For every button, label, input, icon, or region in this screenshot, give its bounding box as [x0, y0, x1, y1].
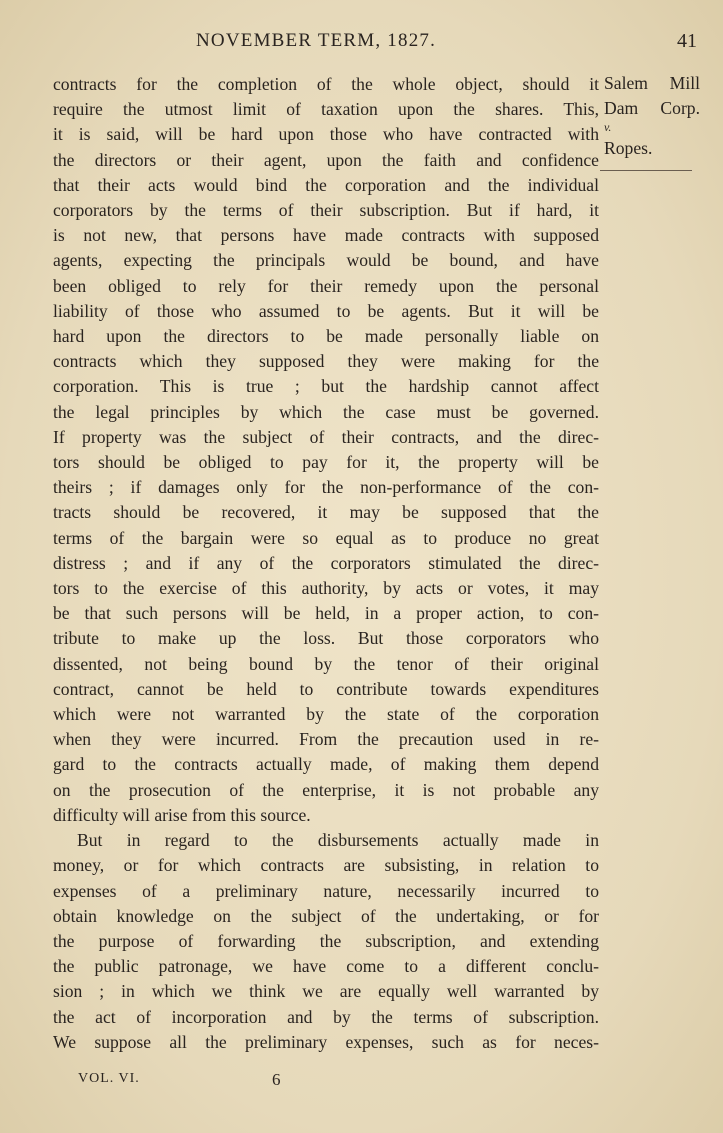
text-line: on the prosecution of the enterprise, it is not probable any: [53, 779, 599, 800]
text-line: tors to the exercise of this authority, by acts or votes, it may: [53, 578, 599, 599]
text-line: contract, cannot be held to contribute towards expenditures: [53, 678, 599, 699]
text-line: which were not warranted by the state of the corporation: [53, 704, 599, 725]
text-line: But in regard to the disbursements actually made in: [77, 830, 599, 851]
text-line: agents, expecting the principals would be bound, and have: [53, 250, 599, 271]
text-line: distress ; and if any of the corporators stimulated the direc-: [53, 552, 599, 573]
text-line: it is said, will be hard upon those who have contracted with: [53, 124, 599, 145]
volume-footer: VOL. VI.: [78, 1071, 140, 1086]
text-line: We suppose all the preliminary expenses, such as for neces-: [53, 1031, 599, 1052]
text-line: expenses of a preliminary nature, necessarily incurred to: [53, 880, 599, 901]
text-line: require the utmost limit of taxation upon the shares. This,: [53, 99, 599, 120]
text-line: the act of incorporation and by the terms of subscription.: [53, 1006, 599, 1027]
text-line: tribute to make up the loss. But those corporators who: [53, 628, 599, 649]
text-line: the legal principles by which the case must be governed.: [53, 401, 599, 422]
text-line: tracts should be recovered, it may be supposed that the: [53, 502, 599, 523]
sidenote-line: Ropes.: [604, 138, 653, 159]
page-number: 41: [677, 30, 697, 52]
text-line: obtain knowledge on the subject of the undertaking, or for: [53, 905, 599, 926]
text-line: the directors or their agent, upon the faith and confidence: [53, 149, 599, 170]
text-line: corporators by the terms of their subscription. But if hard, it: [53, 200, 599, 221]
text-line: corporation. This is true ; but the hardship cannot affect: [53, 376, 599, 397]
text-line: theirs ; if damages only for the non-performance of the con-: [53, 477, 599, 498]
text-line: hard upon the directors to be made personally liable on: [53, 326, 599, 347]
page-header: [0, 30, 723, 56]
text-line: gard to the contracts actually made, of making them depend: [53, 754, 599, 775]
sidenote-line: v.: [604, 120, 612, 135]
text-line: when they were incurred. From the precaution used in re-: [53, 729, 599, 750]
text-line: contracts for the completion of the whole object, should it: [53, 74, 599, 94]
running-head: NOVEMBER TERM, 1827.: [196, 30, 437, 51]
sidenote-line: Dam Corp.: [604, 98, 700, 119]
text-line: the purpose of forwarding the subscription, and extending: [53, 930, 599, 951]
text-line: liability of those who assumed to be agents. But it will be: [53, 300, 599, 321]
text-line: terms of the bargain were so equal as to produce no great: [53, 527, 599, 548]
text-line: difficulty will arise from this source.: [53, 804, 311, 825]
text-line: dissented, not being bound by the tenor of their original: [53, 653, 599, 674]
text-line: tors should be obliged to pay for it, the property will be: [53, 452, 599, 473]
sidenote-rule: [600, 170, 692, 171]
text-line: sion ; in which we think we are equally well warranted by: [53, 981, 599, 1002]
text-line: been obliged to rely for their remedy upon the personal: [53, 275, 599, 296]
text-line: that their acts would bind the corporation and the individual: [53, 174, 599, 195]
sidenote-line: Salem Mill: [604, 73, 700, 93]
signature-mark: 6: [272, 1070, 281, 1089]
text-line: is not new, that persons have made contracts with supposed: [53, 225, 599, 246]
text-line: If property was the subject of their contracts, and the direc-: [53, 426, 599, 447]
text-line: be that such persons will be held, in a proper action, to con-: [53, 603, 599, 624]
case-sidenote: [604, 71, 700, 171]
text-line: money, or for which contracts are subsisting, in relation to: [53, 855, 599, 876]
text-line: contracts which they supposed they were making for the: [53, 351, 599, 372]
text-line: the public patronage, we have come to a different conclu-: [53, 956, 599, 977]
body-text: [53, 72, 599, 1055]
